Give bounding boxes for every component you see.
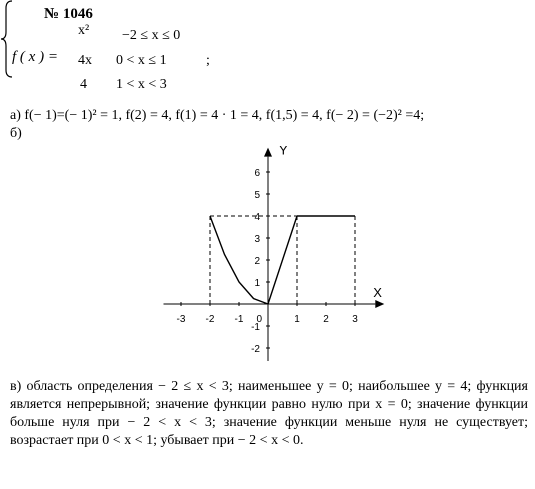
y-tick-label: -1	[251, 322, 260, 333]
x-tick-label: -3	[176, 314, 186, 325]
case-2-condition: 0 < x ≤ 1	[116, 53, 167, 68]
y-tick-label: 1	[254, 278, 260, 289]
y-tick-label: 2	[254, 256, 260, 267]
y-tick-label: 3	[254, 234, 260, 245]
part-c-analysis: в) область определения − 2 ≤ x < 3; наименьшее y = 0; наибольшее y = 4; функция является непрерывной; значение функции равно нулю при x = 0; значение функции больше нуля при − 2 < x < 3; значение функции меньше нуля не существует; возрастает при 0 < x < 1; убывает при − 2 < x < 0.	[10, 379, 528, 448]
part-b-label: б)	[10, 126, 22, 141]
function-graph	[155, 146, 385, 371]
x-tick-label: 2	[323, 314, 329, 325]
y-tick-label: -2	[251, 344, 260, 355]
case-1-condition: −2 ≤ x ≤ 0	[122, 28, 181, 43]
y-axis-arrow-icon	[264, 148, 272, 157]
y-axis-label: Y	[279, 146, 288, 158]
y-tick-label: 5	[254, 190, 260, 201]
x-axis-arrow-icon	[375, 300, 384, 308]
x-tick-label: 1	[294, 314, 300, 325]
y-tick-label: 6	[254, 168, 260, 179]
problem-number: № 1046	[44, 6, 93, 22]
part-a-values: а) f(− 1)=(− 1)² = 1, f(2) = 4, f(1) = 4 · 1 = 4, f(1,5) = 4, f(− 2) = (−2)² =4;	[10, 108, 425, 123]
y-tick-label: 4	[254, 212, 260, 223]
function-name: f ( x ) =	[12, 49, 58, 65]
case-2-expr: 4x	[78, 53, 92, 68]
case-1-expr: x²	[78, 23, 90, 38]
x-tick-label: -2	[205, 314, 215, 325]
x-axis-label: X	[373, 285, 382, 300]
origin-label: 0	[256, 314, 262, 325]
brace-icon	[0, 0, 14, 78]
case-3-expr: 4	[80, 77, 87, 92]
case-3-condition: 1 < x < 3	[116, 77, 167, 92]
x-tick-label: 3	[352, 314, 358, 325]
x-tick-label: -1	[234, 314, 244, 325]
definition-semicolon: ;	[206, 53, 210, 68]
series-line-2	[268, 216, 297, 304]
